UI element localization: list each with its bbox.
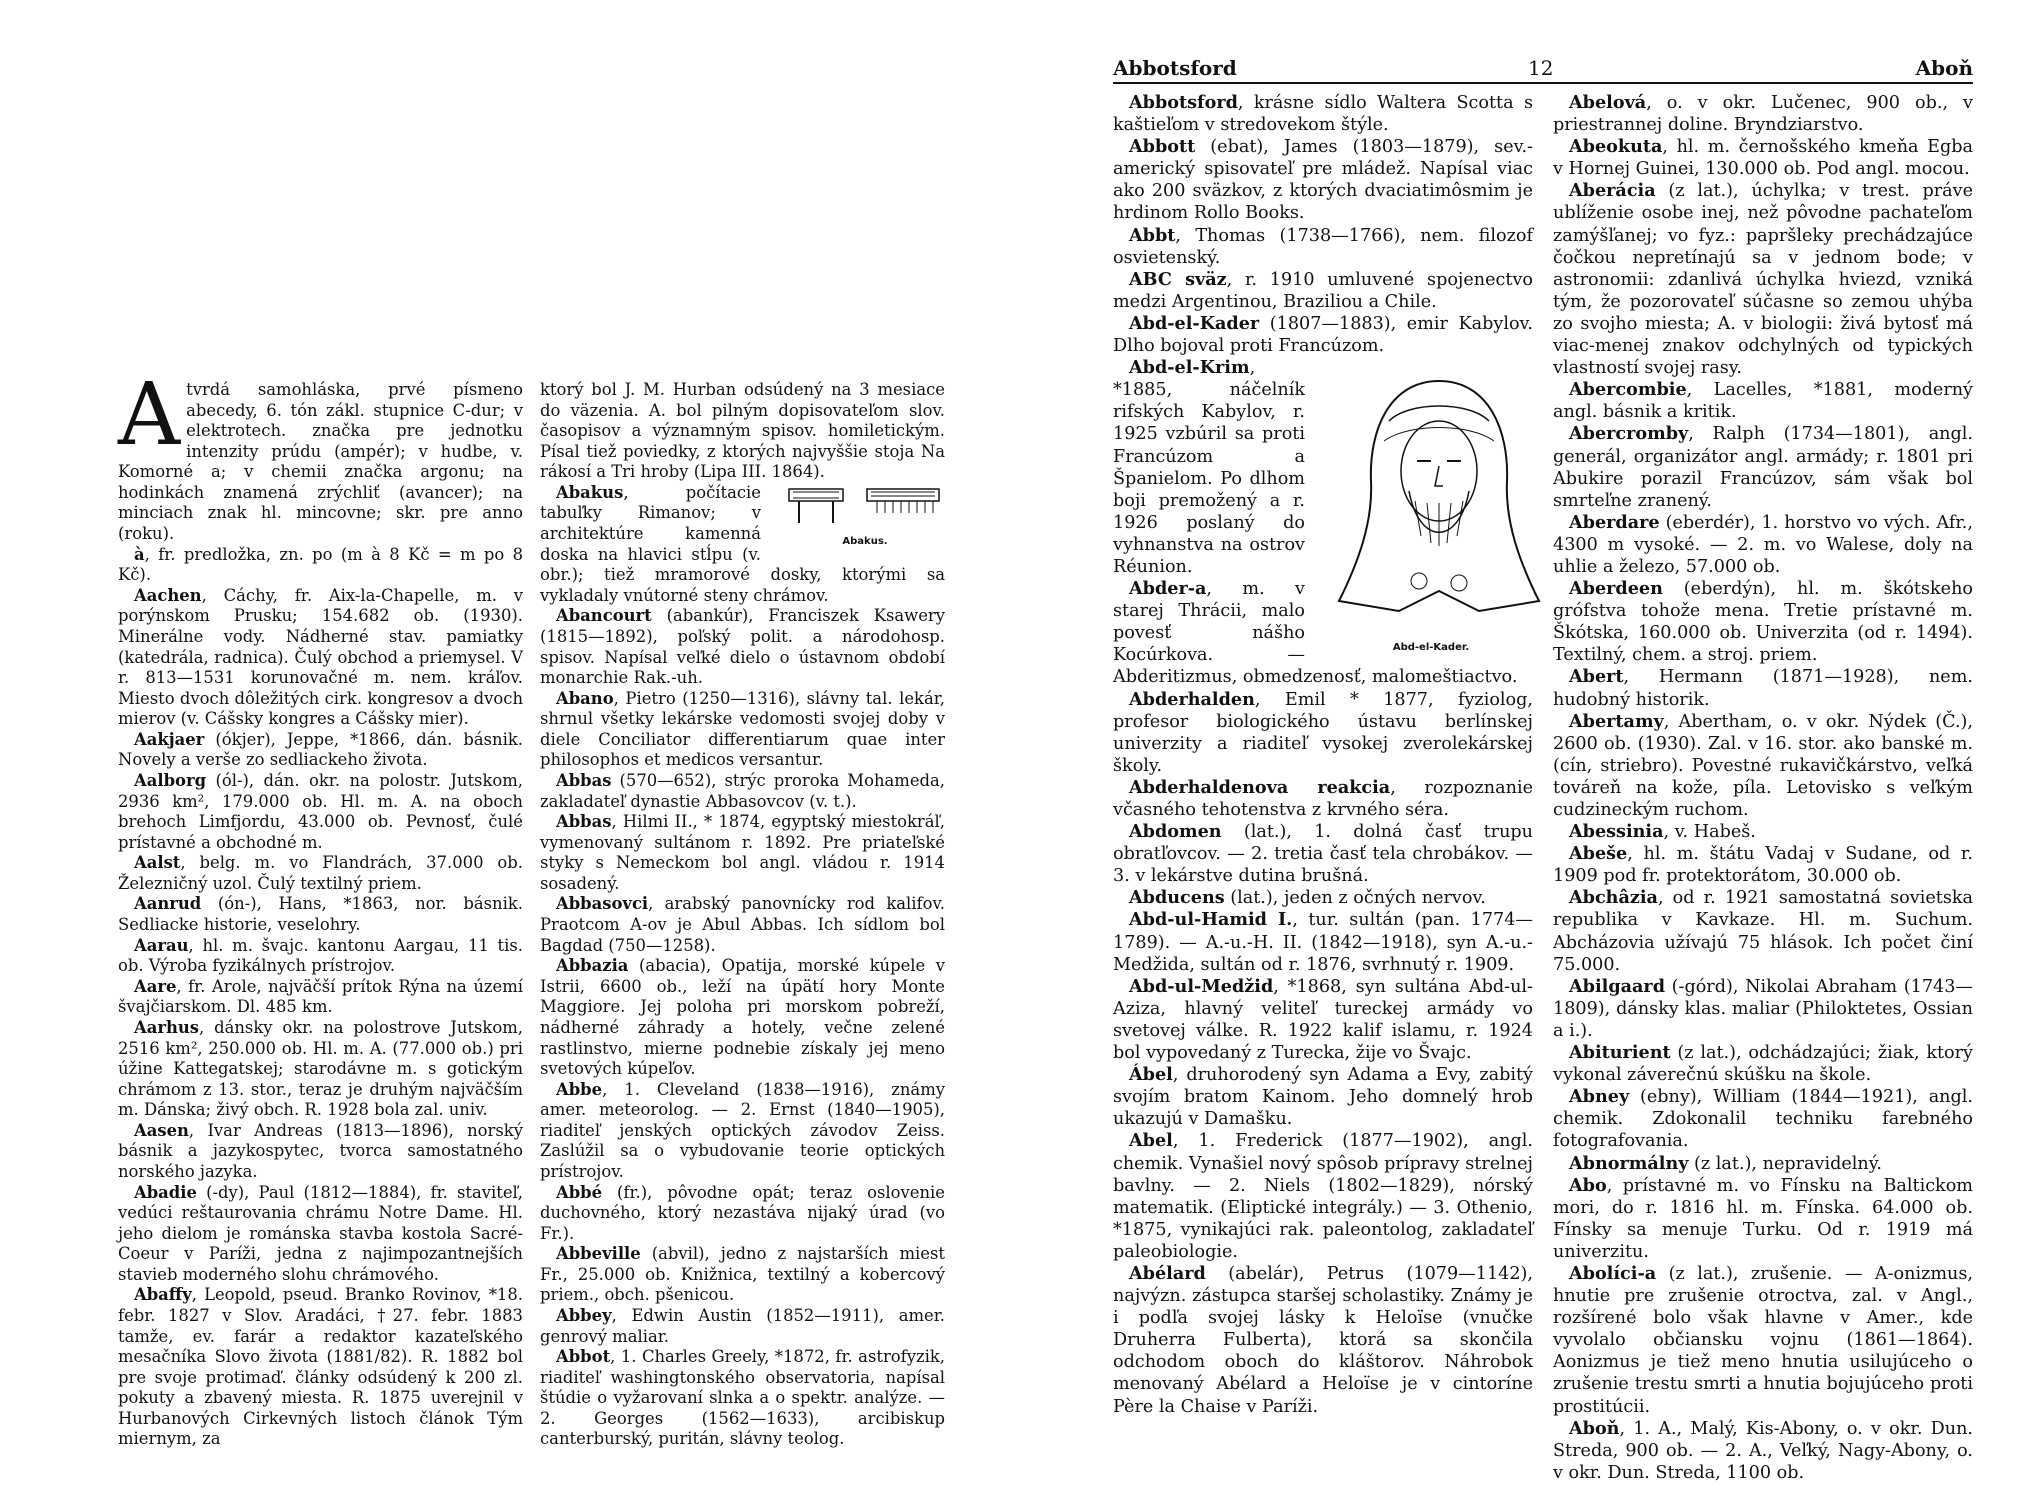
page-number: 12	[1528, 56, 1554, 80]
headword: Abbt	[1129, 224, 1176, 246]
right-column-1	[1113, 92, 1533, 1418]
dictionary-entry	[1553, 976, 1973, 1042]
dictionary-entry	[1553, 711, 1973, 821]
dictionary-entry	[1553, 1042, 1973, 1086]
headword: Abnormálny	[1569, 1152, 1689, 1174]
dictionary-entry	[1113, 909, 1533, 975]
entry-text: , 1. Charles Greely, *1872, fr. astrofyzik, riaditeľ washingtonského observatoria, napísal štúdie o vyžarovaní slnka a o spektr. analýze. — 2. Georges (1562—1633), arcibiskup canterburský, puritán, slávny teolog.	[540, 1347, 945, 1449]
dictionary-entry	[1113, 225, 1533, 269]
headword: Abakus	[556, 482, 624, 502]
entry-text: , Pietro (1250—1316), slávny tal. lekár, shrnul všetky lekárske vedomosti svojej doby v diele Conciliator differentiarum quae inter philosophos et medicos versantur.	[540, 688, 945, 770]
dictionary-entry	[540, 1080, 945, 1183]
entry-text: , Hilmi II., * 1874, egyptský miestokráľ, vymenovaný sultánom r. 1892. Pre priateľské styky s Nemeckom bol angl. vládou r. 1914 sosadený.	[540, 812, 945, 893]
entry-text: (ól-), dán. okr. na polostr. Jutskom, 2936 km², 179.000 ob. Hl. m. A. na oboch brehoch Limfjordu, 43.000 ob. Pevnosť, čulé prístavné a obchodné m.	[118, 770, 523, 852]
dictionary-entry	[1113, 92, 1533, 136]
dictionary-entry	[1113, 976, 1533, 1064]
headword: Abelová	[1569, 92, 1647, 113]
headword: ABC sväz	[1129, 268, 1227, 290]
headword: Abdomen	[1129, 821, 1222, 843]
entry-text: (lat.), jeden z očných nervov.	[1224, 888, 1486, 909]
dictionary-entry	[1553, 666, 1973, 710]
header-right-word: Aboň	[1915, 56, 1973, 80]
entry-text: (-dy), Paul (1812—1884), fr. staviteľ, vedúci reštaurovania chrámu Notre Dame. Hl. jeho dielom je románska stavba kostola Sacré-Coeur v Paríži, jedna z najimpozantnejších stavieb moderného slohu chrámového.	[118, 1182, 523, 1284]
dictionary-entry	[1113, 136, 1533, 224]
headword: Aachen	[134, 585, 202, 605]
left-column-2	[540, 380, 945, 1450]
dictionary-entry	[1113, 1130, 1533, 1263]
dictionary-entry	[118, 977, 523, 1018]
dictionary-entry	[1113, 313, 1533, 357]
entry-text: (fr.), pôvodne opát; teraz oslovenie duchovného, ktorý nezastáva nijaký úrad (vo Fr.).	[540, 1182, 945, 1243]
abakus-illustration	[785, 487, 945, 527]
dictionary-entry	[1553, 423, 1973, 511]
headword: Abbas	[556, 812, 612, 832]
headword: Aarhus	[134, 1017, 200, 1037]
entry-text: (ebat), James (1803—1879), sev.-americký spisovateľ pre mládež. Napísal viac ako 200 sväzkov, z ktorých dvaciatimôsmim je hrdinom Rollo Books.	[1113, 137, 1533, 224]
right-column-2	[1553, 92, 1973, 1484]
headword: Abano	[556, 688, 614, 708]
headword: Aare	[134, 976, 177, 996]
dictionary-entry	[1553, 92, 1973, 136]
drop-cap: A	[118, 365, 181, 465]
entry-text: , rozpoznanie včasného tehotenstva z krvného séra.	[1113, 777, 1533, 820]
headword: Abessinia	[1569, 821, 1664, 843]
dictionary-entry	[540, 894, 945, 956]
entry-text: , *1885, náčelník rifských Kabylov, r. 1925 vzbúril sa proti Francúzom a Španielom. Po dlhom boji premožený a r. 1926 poslaný do vyhnanstva na ostrov Réunion.	[1113, 358, 1305, 577]
dictionary-entry	[540, 1347, 945, 1450]
entry-text: , Ivar Andreas (1813—1896), norský básnik a jazykospytec, tvorca samostatného norského jazyka.	[118, 1120, 523, 1181]
dictionary-entry	[540, 1183, 945, 1245]
entry-text: (ón-), Hans, *1863, nor. básnik. Sedliacke historie, veselohry.	[118, 894, 523, 935]
headword: Abel	[1129, 1130, 1173, 1152]
dictionary-entry	[1553, 1175, 1973, 1263]
dictionary-entry	[1113, 269, 1533, 313]
entry-text: , r. 1910 umluvené spojenectvo medzi Argentinou, Braziliou a Chile.	[1113, 269, 1534, 312]
dictionary-entry	[118, 1183, 523, 1286]
entry-text: , fr. predložka, zn. po (m à 8 Kč = m po 8 Kč).	[118, 544, 523, 585]
entry-text: , Ralph (1734—1801), angl. generál, organizátor angl. armády; r. 1801 pri Abukire porazil Francúzov, sám však bol smrteľne zranený.	[1553, 424, 1973, 511]
entry-text: , belg. m. vo Flandrách, 37.000 ob. Železničný uzol. Čulý textilný priem.	[118, 853, 523, 893]
headword: Abilgaard	[1569, 975, 1665, 997]
dictionary-entry	[118, 1285, 523, 1450]
entry-list	[118, 545, 523, 1450]
entry-text: , Edwin Austin (1852—1911), amer. genrový maliar.	[540, 1306, 945, 1346]
header-left-word: Abbotsford	[1113, 56, 1237, 80]
abakus-figure	[769, 487, 945, 553]
headword: Abiturient	[1569, 1042, 1671, 1064]
dictionary-entry	[1113, 1064, 1533, 1130]
headword: à	[134, 544, 145, 564]
continuation-text: ktorý bol J. M. Hurban odsúdený na 3 mesiace do väzenia. A. bol pilným dopisovateľom slov. časopisov a významným spisov. homiletickým. Písal tiež poviedky, z ktorých najvyššie stoja Na rákosí a Tri hroby (Lipa III. 1864).	[540, 380, 945, 482]
dictionary-entry	[118, 936, 523, 977]
entry-text: , 1. Cleveland (1838—1916), známy amer. meteorolog. — 2. Ernst (1840—1905), riaditeľ jenských optických závodov Zeiss. Zaslúžil sa o vybudovanie teorie optických prístrojov.	[540, 1079, 945, 1181]
intro-text: tvrdá samohláska, prvé písmeno abecedy, 6. tón zákl. stupnice C-dur; v elektrotech. značka pre jednotku intenzity prúdu (ampér); v hudbe, v. Komorné a; v chemii značka argonu; na hodinkách znamená zrýchliť (avancer); na minciach znak hl. mincovne; skr. pre anno (roku).	[118, 380, 523, 544]
entry-text: , Emil * 1877, fyziolog, profesor biologického ústavu berlínskej univerzity a riaditeľ vysokej zverolekárskej školy.	[1113, 689, 1533, 776]
dictionary-entry	[1553, 1418, 1973, 1484]
headword: Abderhaldenova reakcia	[1129, 776, 1391, 798]
entry-text: , Hermann (1871—1928), nem. hudobný historik.	[1553, 667, 1973, 710]
headword: Aakjaer	[134, 729, 205, 749]
entry-text: , hl. m. štátu Vadaj v Sudane, od r. 1909 pod fr. protektorátom, 30.000 ob.	[1553, 844, 1973, 887]
headword: Abbot	[556, 1347, 611, 1367]
entry-text: (abelár), Petrus (1079—1142), najvýzn. zástupca staršej scholastiky. Známy je i podľa svojej lásky k Heloïse (vnučke Druherra Fulberta), ktorá sa skončila odchodom oboch do kláštorov. Náhrobok menovaný Abélard a Heloïse je v cintoríne Père la Chaise v Paríži.	[1113, 1263, 1533, 1417]
dictionary-entry	[1113, 821, 1533, 887]
headword: Abd-el-Kader	[1129, 312, 1260, 334]
dictionary-entry	[540, 689, 945, 771]
headword: Aarau	[134, 935, 189, 955]
entry-text: , prístavné m. vo Fínsku na Baltickom mori, do r. 1816 hl. m. Fínska. 64.000 ob. Fínsky sa menuje Turku. Od r. 1919 má univerzitu.	[1553, 1175, 1973, 1262]
dictionary-entry	[118, 586, 523, 730]
dictionary-entry	[1553, 578, 1973, 666]
entry-abakus	[540, 483, 945, 606]
entry-text: (abacia), Opatija, morské kúpele v Istrii, 6600 ob., leží na úpätí hory Monte Maggiore. Jej poloha pri morskom pobreží, nádherné záhrady a hotely, večne zelené rastlinstvo, mierne podnebie získaly jej meno svetových kúpeľov.	[540, 956, 945, 1079]
headword: Aalborg	[134, 770, 207, 790]
dictionary-entry	[118, 1018, 523, 1121]
dictionary-entry	[1553, 821, 1973, 843]
dictionary-entry	[1553, 1263, 1973, 1418]
dictionary-entry	[1553, 843, 1973, 887]
intro-entry	[118, 365, 523, 545]
headword: Abo	[1569, 1174, 1607, 1196]
dictionary-entry	[540, 606, 945, 688]
headword: Abbé	[556, 1182, 603, 1202]
dictionary-entry	[1553, 512, 1973, 578]
dictionary-entry	[1113, 887, 1533, 909]
portrait-illustration	[1329, 361, 1549, 631]
entry-text: , druhorodený syn Adama a Evy, zabitý svojím bratom Kainom. Jeho domnelý hrob ukazujú v Damašku.	[1113, 1065, 1533, 1130]
dictionary-entry	[1553, 887, 1973, 975]
headword: Abbe	[556, 1079, 603, 1099]
entry-text: , 1. Frederick (1877—1902), angl. chemik. Vynašiel nový spôsob prípravy strelnej bavlny. — 2. Niels (1802—1829), nórský matematik. (Eliptické integrály.) — 3. Othenio, *1875, vynikajúci rak. paleontolog, zakladateľ paleobiologie.	[1113, 1131, 1533, 1262]
dictionary-entry	[540, 1306, 945, 1347]
headword: Aalst	[134, 853, 181, 873]
entry-text: , v. Habeš.	[1663, 822, 1756, 843]
headword: Abbotsford	[1129, 92, 1238, 113]
dictionary-entry	[1553, 180, 1973, 379]
entry-text: (570—652), strýc proroka Mohameda, zakladateľ dynastie Abbasovcov (v. t.).	[540, 770, 945, 811]
headword: Abélard	[1129, 1262, 1206, 1284]
portrait-figure	[1313, 361, 1533, 659]
dictionary-entry	[1553, 379, 1973, 423]
dictionary-entry	[118, 1121, 523, 1183]
entry-text: , arabský panovnícky rod kalifov. Praotcom A-ov je Abul Abbas. Ich sídlom bol Bagdad (750—1258).	[540, 894, 945, 955]
entry-text: , krásne sídlo Waltera Scotta s kaštieľom v stredovekom štýle.	[1113, 93, 1533, 136]
entry-text: , m. v starej Thrácii, malo povesť nášho Kocúrkova. — Abderitizmus, obmedzenosť, malomeštiactvo.	[1113, 579, 1518, 688]
entry-text: , Thomas (1738—1766), nem. filozof osvietenský.	[1113, 225, 1533, 268]
headword: Abd-ul-Hamid I.	[1129, 909, 1293, 931]
headword: Abbeville	[556, 1244, 641, 1264]
headword: Aberdeen	[1569, 578, 1663, 600]
entry-abderhalden	[1113, 689, 1533, 777]
dictionary-entry	[540, 1244, 945, 1306]
entry-text: , hl. m. černošského kmeňa Egba v Hornej Guinei, 130.000 ob. Pod angl. mocou.	[1553, 137, 1973, 180]
headword: Abaffy	[134, 1285, 192, 1305]
headword: Aasen	[134, 1120, 189, 1140]
entry-text: , Leopold, pseud. Branko Rovinov, *18. febr. 1827 v Slov. Aradáci, †27. febr. 1883 tamže, ev. farár a redaktor kazateľského mesačníka Slovo života (1881/82). R. 1882 bol pre svoje protimaď. články odsúdený k 200 zl. pokuty a zbavený miesta. R. 1875 uverejnil v Hurbanových Cirkevných listoch článok Tým miernym, za	[118, 1285, 523, 1449]
headword: Abbott	[1129, 136, 1196, 158]
headword: Abducens	[1129, 887, 1225, 909]
entry-list	[1553, 92, 1973, 1484]
entry-text: (z lat.), úchylka; v trest. práve ublíženie osobe inej, než pôvodne pachateľom zamýšľanej; vo fyz.: papršleky prechádzajúce čočkou nepretínajú sa v jednom bode; v astronomii: zdanlivá úchylka hviezd, vzniká tým, že pozorovateľ súčasne so zemou uhýba zo svojho miesta; A. v biologii: živá bytosť má viac-menej znakov odchylných od typických vlastností svojej rasy.	[1553, 181, 1973, 379]
headword: Aanrud	[134, 894, 202, 914]
dictionary-entry	[540, 812, 945, 894]
dictionary-entry	[540, 956, 945, 1079]
headword: Abbazia	[556, 956, 629, 976]
dictionary-entry	[118, 730, 523, 771]
entry-text: (z lat.), nepravidelný.	[1688, 1153, 1882, 1174]
entry-text: (ókjer), Jeppe, *1866, dán. básnik. Novely a verše zo sedliackeho života.	[118, 729, 523, 770]
entry-text: (1807—1883), emir Kabylov. Dlho bojoval proti Francúzom.	[1113, 313, 1533, 357]
entry-text: (lat.), 1. dolná časť trupu obratľovcov. — 2. tretia časť tela chrobákov. — 3. v lekárstve dutina brušná.	[1113, 822, 1533, 887]
entry-text: , Cáchy, fr. Aix-la-Chapelle, m. v porýnskom Prusku; 154.682 ob. (1930). Minerálne vody. Nádherné stav. pamiatky (katedrála, radnica). Čulý obchod a priemysel. V r. 813—1531 korunovačné m. nem. kráľov. Miesto dvoch dôležitých cirk. kongresov a dvoch mierov (v. Cášsky kongres a Cášsky mier).	[118, 585, 523, 729]
entry-text: , počítacie tabuľky Rimanov; v architektúre kamenná doska na hlavici stĺpu (v. obr.); tiež mramorové dosky, ktorými sa vykladaly vnútorné steny chrámov.	[540, 482, 945, 605]
headword: Aberdare	[1569, 511, 1660, 533]
entry-text: (z lat.), odchádzajúci; žiak, ktorý vykonal záverečnú skúšku na škole.	[1553, 1043, 1973, 1086]
entry-text: , hl. m. švajc. kantonu Aargau, 11 tis. ob. Výroba fyzikálnych prístrojov.	[118, 935, 523, 976]
headword: Abd-el-Krim	[1129, 357, 1250, 379]
entry-text: , *1868, syn sultána Abd-ul-Aziza, hlavný veliteľ tureckej armády vo svetovej válke. R. 1922 kalif islamu, r. 1924 bol vypovedaný z Turecka, žije vo Švajc.	[1113, 976, 1533, 1064]
headword: Abder-a	[1129, 578, 1207, 600]
headword: Abancourt	[556, 606, 652, 626]
headword: Aberácia	[1569, 180, 1656, 202]
entry-text: (ebny), William (1844—1921), angl. chemik. Zdokonalil techniku farebného fotografovania.	[1553, 1087, 1973, 1152]
portrait-caption: Abd-el-Kader.	[1392, 642, 1470, 654]
entry-list	[540, 606, 945, 1450]
headword: Abeokuta	[1569, 136, 1663, 158]
headword: Abercromby	[1569, 423, 1689, 445]
headword: Abd-ul-Medžid	[1129, 975, 1274, 997]
dictionary-entry	[1553, 1086, 1973, 1152]
entry-text: , o. v okr. Lučenec, 900 ob., v priestrannej doline. Bryndziarstvo.	[1553, 93, 1973, 136]
entry-text: (eberdýn), hl. m. škótskeho grófstva tohože mena. Tretie prístavné m. Škótska, 160.000 ob. Univerzita (od r. 1494). Textilný, chem. a stroj. priem.	[1553, 579, 1973, 666]
entry-text: , tur. sultán (pan. 1774—1789). — A.-u.-H. II. (1842—1918), syn A.-u.-Medžida, sultán od r. 1876, svrhnutý r. 1909.	[1113, 910, 1533, 975]
headword: Abderhalden	[1129, 688, 1255, 710]
left-column-1	[118, 365, 523, 1450]
headword: Abbasovci	[556, 894, 649, 914]
dictionary-entry	[1553, 136, 1973, 180]
headword: Aboň	[1569, 1417, 1620, 1439]
entry-text: , od r. 1921 samostatná sovietska republika v Kavkaze. Hl. m. Suchum. Abcházovia užívajú 75 hlások. Ich počet činí 75.000.	[1553, 888, 1973, 975]
entry-text: , fr. Arole, najväčší prítok Rýna na území švajčiarskom. Dl. 485 km.	[118, 976, 523, 1017]
headword: Abolíci-a	[1569, 1262, 1657, 1284]
headword: Abercombie	[1569, 379, 1687, 401]
dictionary-entry	[1113, 777, 1533, 821]
headword: Abeše	[1569, 843, 1628, 865]
dictionary-entry	[1113, 1263, 1533, 1418]
entry-text: , Lacelles, *1881, moderný angl. básnik a kritik.	[1553, 380, 1973, 423]
entry-text: , 1. A., Malý, Kis-Abony, o. v okr. Dun. Streda, 900 ob. — 2. A., Veľký, Nagy-Abony, o. v okr. Dun. Streda, 1100 ob.	[1553, 1418, 1973, 1483]
dictionary-entry	[118, 853, 523, 894]
dictionary-entry	[540, 771, 945, 812]
dictionary-entry	[118, 771, 523, 853]
entry-list	[1113, 777, 1533, 1418]
headword: Abbas	[556, 770, 612, 790]
entry-text: , dánsky okr. na polostrove Jutskom, 2516 km², 250.000 ob. Hl. m. A. (77.000 ob.) pri úžine Kattegatskej; starodávne m. s gotickým chrámom z 13. stor., teraz je druhým najväčším m. Dánska; živý obch. R. 1928 bola zal. univ.	[118, 1017, 523, 1120]
headword: Abbey	[556, 1306, 612, 1326]
headword: Abertamy	[1569, 710, 1664, 732]
dictionary-entry	[118, 545, 523, 586]
dictionary-entry	[1553, 1153, 1973, 1175]
abakus-caption: Abakus.	[842, 536, 888, 548]
headword: Abert	[1569, 666, 1624, 688]
running-header	[1113, 50, 1973, 84]
entry-text: (abvil), jedno z najstarších miest Fr., 25.000 ob. Knižnica, textilný a kobercový priem., obch. pšenicou.	[540, 1244, 945, 1305]
headword: Abchâzia	[1569, 887, 1658, 909]
headword: Abadie	[134, 1182, 197, 1202]
entry-text: , Abertham, o. v okr. Nýdek (Č.), 2600 ob. (1930). Zal. v 16. stor. ako banské m. (cín, striebro). Povestné rukavičkárstvo, veľká továreň na kože, píla. Letovisko s veľkým cudzineckým ruchom.	[1553, 711, 1973, 820]
entry-list	[1113, 92, 1533, 357]
entry-text: (z lat.), zrušenie. — A-onizmus, hnutie pre zrušenie otroctva, zal. v Angl., rozšírené bolo však hlavne v Amer., kde vyvolalo občiansku vojnu (1861—1864). Aonizmus je tiež meno hnutia usilujúceho o zrušenie trestu smrti a hnutia bojujúceho proti prostitúcii.	[1553, 1263, 1973, 1417]
entry-text: (-górd), Nikolai Abraham (1743—1809), dánsky klas. maliar (Philoktetes, Ossian a i.).	[1553, 976, 1973, 1041]
headword: Ábel	[1129, 1064, 1173, 1086]
entry-text: (eberdér), 1. horstvo vo vých. Afr., 4300 m vysoké. — 2. m. vo Walese, doly na uhlie a železo, 57.000 ob.	[1553, 512, 1973, 577]
dictionary-entry	[118, 894, 523, 935]
entry-text: (abankúr), Franciszek Ksawery (1815—1892), poľský polit. a národohosp. spisov. Napísal veľké dielo o ústavnom období monarchie Rak.-uh.	[540, 606, 945, 688]
headword: Abney	[1569, 1086, 1630, 1108]
